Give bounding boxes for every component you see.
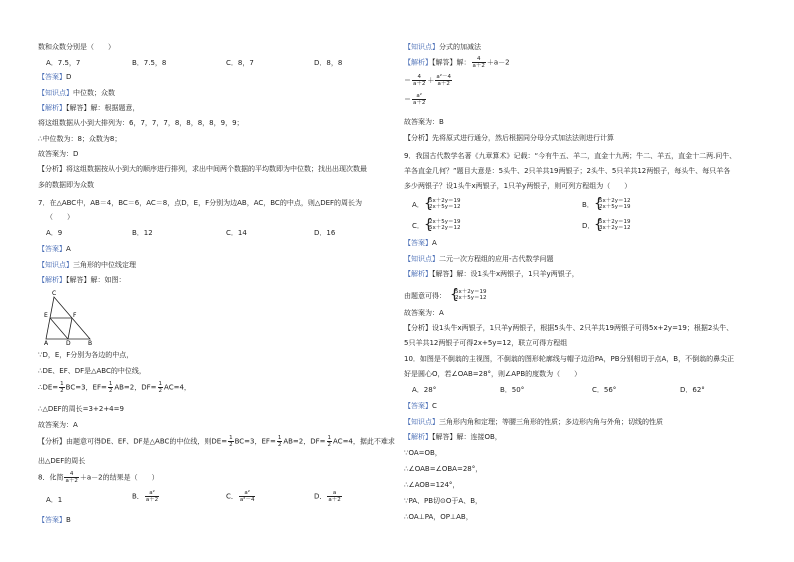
label-a: A: [44, 340, 49, 345]
q10-step-3: ∴∠AOB=124°，: [404, 481, 460, 489]
q7-answer: [38, 246, 71, 253]
q7-step-2: ∴DE、EF、DF是△ABC的中位线，: [38, 367, 146, 375]
segment-ed: [50, 318, 68, 339]
kp-tag: 【知识点】: [38, 261, 73, 269]
kp-value: 分式的加减法: [439, 43, 481, 51]
triangle-figure: [44, 289, 94, 345]
q10-answer: [404, 403, 437, 410]
kp-value: 二元一次方程组的应用-古代数学问题: [439, 255, 554, 263]
label-d: D: [66, 340, 71, 345]
right-column: 【知识点】分式的加减法 【解析】【解答】解： $\frac{4}{a+2}$ ＋a－2 ＝ $\frac{4}{a+2}$ ＋ $\frac{\text{a²－4}}{a+2}$ ＝ $\frac{\text{a²}}{a+2}$ 故答案为：B 【分析】先将原式进行通分，然后根据同分母分式加法法则进行计算 9．我国古代数学名著《九章算术》记载：“今有牛五、羊二，直金十九两；牛二、羊五，直金十二两.问牛、 羊各直金几何？”题目大意是：5头牛、2只羊共19两银子；2头牛、5只羊共12两银子，每头牛、每只羊各 多少两银子？设1头牛x两银子，1只羊y两银子，则可列方程组为（ ） A． { 5x＋2y＝19 2x＋5y＝12 B． { 5x＋2y＝12 2x＋5y＝19 C． { 2x＋5y＝19 5x＋2y＝12 D． { 5x＋2y＝19 3x＋2y＝12 【答案】A 【知识点】二元一次方程组的应用-古代数学问题 【解析】【解答】解：设1头牛x两银子，1只羊y两银子， 由题意可得： { 5x＋2y＝19 2x＋5y＝12 故答案为：A 【分析】设1头牛x两银子，1只羊y两银子，根据5头牛、2只羊共19两银子可得5x+2y=19；根据2头牛、 5只羊共12两银子可得2x+5y=12，联立可得方程组 10．如图是不倒翁的主视图，不倒翁的图形轮廓线与帽子边沿PA，PB分别相切于点A，B，不倒翁的鼻尖正 好是圆心O，若∠OAB=28°，则∠APB的度数为（ ） A．28° B．50° C．56° D．62° 【答案】C 【知识点】三角形内角和定理；等腰三角形的性质；多边形内角与外角；切线的性质 【解析】【解答】解：连接OB， ∵OA=OB， ∴∠OAB=∠OBA=28°， ∴∠AOB=124°， ∵PA、PB切⊙O于A、B， ∴OA⊥PA，OP⊥AB，: [404, 43, 737, 521]
analysis-tag: 【解析】: [404, 433, 432, 441]
q8-stem: 8．化简 $\frac{4}{a+2}$ ＋a－2的结果是（ ）: [38, 471, 159, 485]
answer-value: D: [66, 73, 72, 81]
q6-answer: [38, 74, 71, 81]
q8-option-b: B． $\frac{\text{a²}}{a+2}$: [132, 490, 159, 504]
q9-stem-2: 羊各直金几何？”题目大意是：5头牛、2只羊共19两银子；2头牛、5只羊共12两银子，每头牛、每只羊各: [404, 167, 731, 175]
q7-analysis-1: 【分析】由题意可得DE、EF、DF是△ABC的中位线，则DE= $\frac{1}{2}$ BC=3，EF= $\frac{1}{2}$ AB=2，DF= $\frac{1}{2}$ AC=4，据此不难求: [38, 435, 395, 449]
answer-tag: 【答案】: [38, 73, 66, 81]
left-column: [38, 0, 395, 562]
q6-option-d: D．8，8: [314, 59, 343, 67]
label-b: B: [88, 340, 93, 345]
q10-option-b: B．50°: [500, 386, 525, 394]
q8-step-1: ＝ $\frac{4}{a+2}$ ＋ $\frac{\text{a²－4}}{a+2}$: [404, 74, 451, 88]
label-e: E: [44, 312, 48, 319]
analysis-tag: 【解析】: [38, 104, 66, 112]
q6-knowledge-point: [38, 90, 115, 97]
q7-step-1: ∵D，E，F分别为各边的中点，: [38, 351, 134, 359]
q7-stem: 7．在△ABC中，AB＝4，BC＝6，AC＝8，点D，E，F分别为边AB，AC，BC的中点，则△DEF的周长为: [38, 199, 363, 207]
q7-option-c: C．14: [226, 229, 247, 237]
q6-option-a: A．7.5，7: [46, 59, 81, 67]
q8-analysis: 【分析】先将原式进行通分，然后根据同分母分式加法法则进行计算: [404, 134, 614, 142]
q9-analysis-1: 【分析】设1头牛x两银子，1只羊y两银子，根据5头牛、2只羊共19两银子可得5x+2y=19；根据2头牛、: [404, 324, 734, 332]
analysis-text: 【解答】解：设1头牛x两银子，1只羊y两银子，: [432, 270, 579, 278]
segment-fd: [68, 318, 72, 339]
answer-tag: 【答案】: [404, 239, 432, 247]
q10-option-a: A．28°: [412, 386, 437, 394]
analysis-text: 【解答】解：如图：: [66, 276, 126, 284]
q6-step-2: ∴中位数为：8；众数为8；: [38, 135, 122, 143]
q7-option-d: D．16: [314, 229, 336, 237]
q6-analysis-2: 多的数据即为众数: [38, 181, 94, 189]
analysis-text: 【解答】解：连接OB，: [432, 433, 502, 441]
q7-analysis-2: 出△DEF的周长: [38, 457, 86, 465]
q8-option-a: A．1: [46, 496, 63, 504]
kp-tag: 【知识点】: [404, 43, 439, 51]
label-f: F: [73, 312, 77, 319]
fraction-half: $\frac{1}{2}$: [229, 435, 233, 449]
q7-analysis-head: [38, 277, 126, 284]
q9-analysis-head: [404, 271, 579, 278]
fraction-half: $\frac{1}{2}$: [60, 381, 64, 395]
q7-option-a: A．9: [46, 229, 63, 237]
answer-value: B: [66, 516, 71, 524]
kp-value: 中位数；众数: [73, 89, 115, 97]
q8-analysis-head: 【解析】【解答】解： $\frac{4}{a+2}$ ＋a－2: [404, 56, 510, 70]
fraction-half: $\frac{1}{2}$: [277, 435, 282, 449]
answer-tag: 【答案】: [38, 516, 66, 524]
q10-knowledge-point: [404, 419, 663, 426]
q9-stem-1: 9．我国古代数学名著《九章算术》记载：“今有牛五、羊二，直金十九两；牛二、羊五，直金十二两.问牛、: [404, 152, 737, 160]
fraction-half: $\frac{1}{2}$: [158, 381, 163, 395]
q7-step-4: ∴△DEF的周长=3+2+4=9: [38, 405, 124, 413]
q10-step-5: ∴OA⊥PA，OP⊥AB，: [404, 513, 473, 521]
q8-step-2: ＝ $\frac{\text{a²}}{a+2}$: [404, 93, 426, 107]
answer-tag: 【答案】: [38, 245, 66, 253]
q7-knowledge-point: [38, 262, 136, 269]
q6-stem-tail: 数和众数分别是（ ）: [38, 43, 115, 51]
kp-tag: 【知识点】: [404, 255, 439, 263]
analysis-tag: 【解析】: [38, 276, 66, 284]
q7-option-b: B．12: [132, 229, 153, 237]
q10-option-c: C．56°: [592, 386, 617, 394]
fraction-half: $\frac{1}{2}$: [327, 435, 332, 449]
answer-value: A: [66, 245, 71, 253]
q9-step-3: 故答案为：A: [404, 309, 444, 317]
q6-step-1: 将这组数据从小到大排列为：6，7，7，7，8，8，8，8，9，9；: [38, 119, 244, 127]
label-c: C: [52, 290, 57, 297]
q6-option-b: B．7.5，8: [132, 59, 167, 67]
q9-stem-3: 多少两银子？设1头牛x两银子，1只羊y两银子，则可列方程组为（ ）: [404, 182, 632, 190]
kp-value: 三角形内角和定理；等腰三角形的性质；多边形内角与外角；切线的性质: [439, 418, 663, 426]
q8-option-d: D． $\frac{a}{a+2}$: [314, 490, 341, 504]
q10-stem-1: 10．如图是不倒翁的主视图，不倒翁的图形轮廓线与帽子边沿PA，PB分别相切于点A，B，不倒翁的鼻尖正: [404, 355, 735, 363]
q7-step-3: ∴DE= $\frac{1}{2}$ BC=3，EF= $\frac{1}{2}$ AB=2，DF= $\frac{1}{2}$ AC=4，: [38, 381, 191, 395]
q8-answer: [38, 517, 71, 524]
analysis-text: 【解答】解：根据题意，: [66, 104, 140, 112]
q6-step-3: 故答案为：D: [38, 150, 79, 158]
answer-value: A: [432, 239, 437, 247]
q9-analysis-2: 5只羊共12两银子可得2x+5y=12，联立可得方程组: [404, 339, 568, 347]
q6-analysis-head: [38, 105, 140, 112]
q8-knowledge-point: [404, 44, 481, 51]
kp-tag: 【知识点】: [38, 89, 73, 97]
q10-step-2: ∴∠OAB=∠OBA=28°，: [404, 465, 483, 473]
q8-step-3: 故答案为：B: [404, 118, 444, 126]
q10-step-1: ∵OA=OB，: [404, 449, 442, 457]
q10-analysis-head: [404, 434, 502, 441]
fraction-half: $\frac{1}{2}$: [108, 381, 113, 395]
q10-stem-2: 好是圆心O，若∠OAB=28°，则∠APB的度数为（ ）: [404, 370, 582, 378]
q10-option-d: D．62°: [680, 386, 705, 394]
answer-tag: 【答案】: [404, 402, 432, 410]
answer-value: C: [432, 402, 437, 410]
fraction-4-over-a-plus-2: $\frac{4}{a+2}$: [65, 471, 78, 485]
analysis-tag: 【解析】: [404, 270, 432, 278]
q6-option-c: C．8，7: [226, 59, 254, 67]
q8-option-c: C． $\frac{\text{a²}}{\text{a²－4}}$: [226, 490, 255, 504]
q6-analysis-1: 【分析】将这组数据按从小到大的顺序进行排列，求出中间两个数据的平均数即为中位数；找出出现次数最: [38, 165, 367, 173]
kp-tag: 【知识点】: [404, 418, 439, 426]
kp-value: 三角形的中位线定理: [73, 261, 136, 269]
q9-answer: [404, 240, 437, 247]
q7-step-5: 故答案为：A: [38, 421, 78, 429]
q10-step-4: ∵PA、PB切⊙O于A、B，: [404, 497, 483, 505]
analysis-tag: 【解析】: [404, 58, 432, 67]
q7-paren: （ ）: [46, 213, 74, 221]
q9-knowledge-point: [404, 256, 554, 263]
